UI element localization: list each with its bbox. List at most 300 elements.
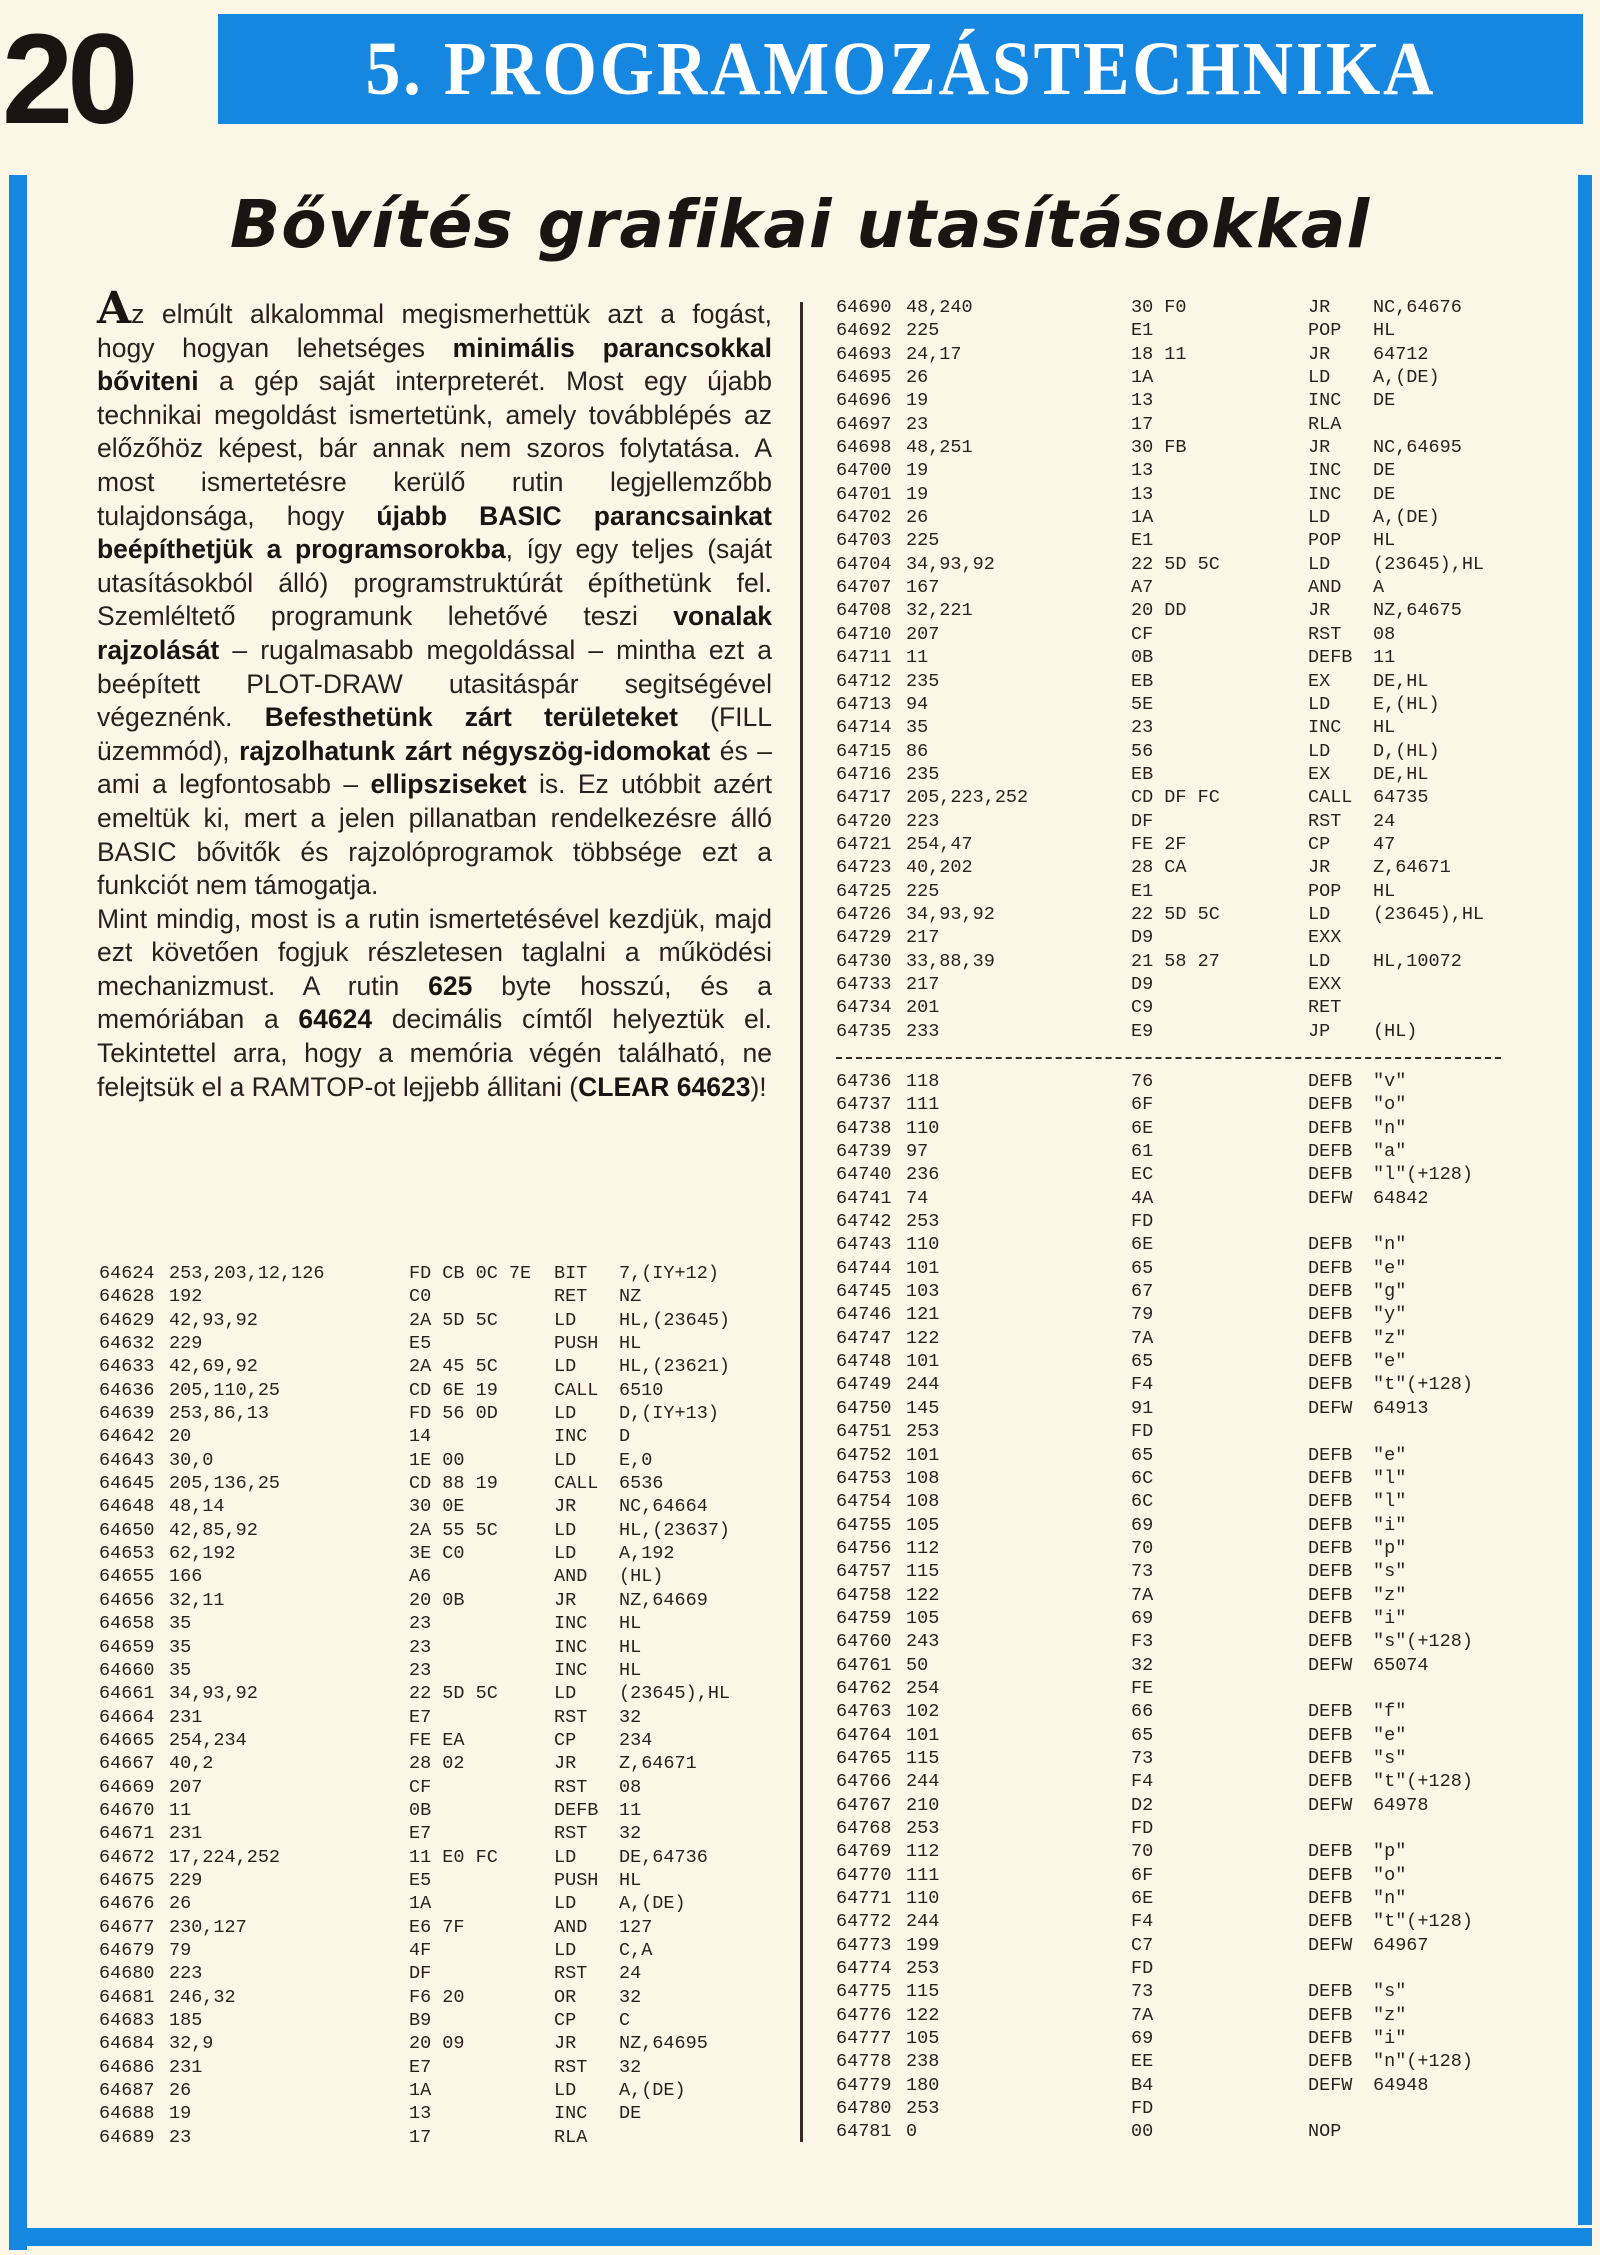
listing-hex-bytes: 23	[409, 1613, 432, 1635]
listing-mnemonic: DEFW	[1308, 1187, 1353, 1209]
listing-decimal-bytes: 229	[169, 1333, 203, 1355]
listing-decimal-bytes: 207	[169, 1776, 203, 1798]
listing-hex-bytes: 7A	[1131, 1327, 1154, 1349]
listing-operand: NZ,64695	[619, 2033, 708, 2055]
listing-address: 64742	[836, 1211, 892, 1233]
listing-address: 64708	[836, 600, 892, 622]
listing-hex-bytes: 70	[1131, 1841, 1154, 1863]
listing-mnemonic: RLA	[554, 2126, 588, 2148]
listing-operand: DE,HL	[1373, 670, 1429, 692]
listing-decimal-bytes: 101	[906, 1724, 940, 1746]
listing-operand: 11	[619, 1799, 642, 1821]
listing-operand: (HL)	[619, 1566, 664, 1588]
listing-mnemonic: DEFB	[1308, 1351, 1353, 1373]
listing-decimal-bytes: 112	[906, 1841, 940, 1863]
listing-operand: "t"(+128)	[1373, 1374, 1473, 1396]
intro-paragraph-1	[97, 283, 772, 903]
listing-address: 64721	[836, 833, 892, 855]
listing-mnemonic: NOP	[1308, 2121, 1342, 2143]
listing-hex-bytes: 1A	[409, 1893, 432, 1915]
listing-hex-bytes: 4A	[1131, 1187, 1154, 1209]
listing-decimal-bytes: 35	[906, 717, 929, 739]
listing-mnemonic: CP	[554, 2010, 577, 2031]
listing-decimal-bytes: 244	[906, 1374, 940, 1396]
listing-operand: 32	[619, 1706, 642, 1728]
listing-address: 64713	[836, 693, 892, 715]
listing-hex-bytes: E5	[409, 1333, 432, 1355]
listing-decimal-bytes: 32,9	[169, 2033, 214, 2055]
listing-operand: (23645),HL	[1373, 553, 1485, 575]
listing-decimal-bytes: 86	[906, 740, 929, 762]
listing-address: 64739	[836, 1141, 892, 1163]
listing-hex-bytes: 79	[1131, 1304, 1154, 1326]
listing-operand: NZ,64669	[619, 1589, 708, 1611]
listing-operand: HL	[619, 1869, 642, 1891]
listing-operand: "i"	[1373, 1607, 1407, 1629]
listing-mnemonic: LD	[554, 1356, 577, 1378]
listing-hex-bytes: 20 09	[409, 2033, 465, 2055]
listing-hex-bytes: 23	[409, 1636, 432, 1658]
listing-hex-bytes: A7	[1131, 577, 1154, 599]
listing-decimal-bytes: 217	[906, 927, 940, 949]
listing-decimal-bytes: 19	[906, 483, 929, 505]
listing-hex-bytes: 1A	[409, 2080, 432, 2102]
listing-decimal-bytes: 253	[906, 1211, 940, 1233]
listing-hex-bytes: FD	[1131, 1818, 1154, 1839]
listing-mnemonic: RST	[554, 1706, 588, 1728]
body-text: Mint mindig, most is a rutin ismertetésével kezdjük, majd ezt követően fogjuk részletesen taglalni a működési mechanizmust. A rutin	[97, 903, 772, 1001]
listing-decimal-bytes: 35	[169, 1636, 192, 1658]
listing-mnemonic: DEFB	[1308, 1164, 1353, 1186]
listing-address: 64737	[836, 1094, 892, 1116]
listing-operand: 64967	[1373, 1934, 1429, 1956]
listing-mnemonic: RST	[554, 1963, 588, 1985]
listing-address: 64675	[99, 1869, 155, 1891]
listing-address: 64717	[836, 787, 892, 809]
listing-hex-bytes: FD	[1131, 2098, 1154, 2120]
listing-address: 64643	[99, 1449, 155, 1471]
listing-address: 64773	[836, 1934, 892, 1956]
listing-operand: HL	[1373, 717, 1396, 739]
listing-hex-bytes: 56	[1131, 740, 1154, 762]
listing-address: 64767	[836, 1794, 892, 1816]
listing-operand: 24	[619, 1963, 642, 1985]
listing-mnemonic: DEFW	[1308, 1934, 1353, 1956]
listing-operand: "l"(+128)	[1373, 1164, 1473, 1186]
listing-decimal-bytes: 231	[169, 1823, 203, 1845]
listing-address: 64683	[99, 2010, 155, 2031]
listing-decimal-bytes: 201	[906, 997, 940, 1019]
listing-hex-bytes: EB	[1131, 763, 1154, 785]
listing-operand: A,(DE)	[619, 1893, 686, 1915]
listing-address: 64753	[836, 1467, 892, 1489]
listing-mnemonic: RST	[554, 1823, 588, 1845]
listing-address: 64689	[99, 2126, 155, 2148]
listing-operand: HL	[619, 1333, 642, 1355]
listing-operand: 64948	[1373, 2074, 1429, 2096]
listing-hex-bytes: 28 02	[409, 1753, 465, 1775]
listing-address: 64744	[836, 1257, 892, 1279]
listing-mnemonic: RST	[554, 2056, 588, 2078]
listing-address: 64779	[836, 2074, 892, 2096]
listing-mnemonic: JR	[554, 1589, 577, 1611]
listing-decimal-bytes: 115	[906, 1981, 940, 2003]
listing-hex-bytes: 6C	[1131, 1467, 1154, 1489]
listing-decimal-bytes: 34,93,92	[169, 1683, 258, 1705]
page-number: 20	[2, 8, 133, 151]
listing-operand: "v"	[1373, 1071, 1407, 1092]
listing-address: 64781	[836, 2121, 892, 2143]
listing-decimal-bytes: 23	[169, 2126, 192, 2148]
listing-address: 64665	[99, 1729, 155, 1751]
listing-mnemonic: DEFW	[1308, 2074, 1353, 2096]
listing-hex-bytes: FD CB 0C 7E	[409, 1263, 532, 1284]
listing-hex-bytes: FD	[1131, 1958, 1154, 1980]
listing-mnemonic: RST	[1308, 623, 1342, 645]
listing-hex-bytes: 76	[1131, 1071, 1154, 1092]
listing-address: 64645	[99, 1473, 155, 1495]
listing-address: 64697	[836, 413, 892, 435]
listing-operand: HL	[1373, 320, 1396, 342]
listing-hex-bytes: 65	[1131, 1724, 1154, 1746]
listing-mnemonic: CALL	[554, 1473, 599, 1495]
listing-hex-bytes: 23	[409, 1659, 432, 1681]
listing-mnemonic: DEFB	[1308, 1444, 1353, 1466]
listing-decimal-bytes: 180	[906, 2074, 940, 2096]
listing-mnemonic: DEFB	[1308, 2051, 1353, 2073]
listing-mnemonic: DEFB	[1308, 1491, 1353, 1513]
column-divider	[800, 302, 803, 2142]
listing-decimal-bytes: 244	[906, 1911, 940, 1933]
listing-decimal-bytes: 34,93,92	[906, 903, 995, 925]
listing-mnemonic: DEFB	[1308, 1584, 1353, 1606]
listing-operand: 11	[1373, 647, 1396, 669]
listing-mnemonic: LD	[554, 1543, 577, 1565]
listing-mnemonic: LD	[554, 1309, 577, 1331]
listing-mnemonic: INC	[554, 2103, 588, 2125]
listing-address: 64746	[836, 1304, 892, 1326]
listing-hex-bytes: 69	[1131, 2028, 1154, 2050]
listing-address: 64772	[836, 1911, 892, 1933]
listing-mnemonic: LD	[554, 1403, 577, 1425]
listing-decimal-bytes: 11	[906, 647, 929, 669]
listing-operand: C,A	[619, 1939, 653, 1961]
listing-decimal-bytes: 101	[906, 1351, 940, 1373]
listing-mnemonic: JR	[554, 1753, 577, 1775]
listing-address: 64726	[836, 903, 892, 925]
listing-hex-bytes: 2A 5D 5C	[409, 1309, 498, 1331]
listing-address: 64686	[99, 2056, 155, 2078]
listing-hex-bytes: DF	[409, 1963, 432, 1985]
listing-hex-bytes: 73	[1131, 1981, 1154, 2003]
listing-operand: "l"	[1373, 1491, 1407, 1513]
listing-decimal-bytes: 48,251	[906, 437, 973, 459]
listing-hex-bytes: 7A	[1131, 2004, 1154, 2026]
listing-decimal-bytes: 48,240	[906, 297, 973, 318]
listing-decimal-bytes: 32,11	[169, 1589, 225, 1611]
listing-hex-bytes: 0B	[409, 1799, 432, 1821]
listing-mnemonic: INC	[1308, 483, 1342, 505]
listing-decimal-bytes: 253	[906, 1421, 940, 1443]
body-text: is. Ez utóbbit azért emeltük ki, mert a jelen pillanatban rendelkezésre álló BASIC bővitők és rajzolóprogramok többsége ezt a funkciót nem támogatja.	[97, 769, 772, 901]
listing-hex-bytes: 13	[1131, 460, 1154, 482]
listing-address: 64688	[99, 2103, 155, 2125]
listing-mnemonic: DEFW	[1308, 1794, 1353, 1816]
listing-mnemonic: DEFB	[1308, 1537, 1353, 1559]
listing-operand: "t"(+128)	[1373, 1911, 1473, 1933]
listing-decimal-bytes: 115	[906, 1561, 940, 1583]
listing-hex-bytes: 13	[1131, 390, 1154, 412]
listing-address: 64774	[836, 1958, 892, 1980]
listing-hex-bytes: 28 CA	[1131, 857, 1187, 879]
listing-address: 64660	[99, 1659, 155, 1681]
body-text: , így egy teljes (saját utasításokból álló) programstruktúrát építhetünk fel. Szemléltető programunk lehetővé teszi	[97, 534, 772, 632]
listing-operand: "p"	[1373, 1841, 1407, 1863]
listing-hex-bytes: 1A	[1131, 367, 1154, 389]
listing-mnemonic: DEFB	[1308, 1281, 1353, 1303]
listing-decimal-bytes: 24,17	[906, 343, 962, 365]
listing-decimal-bytes: 62,192	[169, 1543, 236, 1565]
listing-mnemonic: LD	[554, 1683, 577, 1705]
listing-mnemonic: DEFB	[1308, 1094, 1353, 1116]
listing-mnemonic: DEFB	[1308, 1304, 1353, 1326]
listing-address: 64676	[99, 1893, 155, 1915]
emphasis-text: Befesthetünk zárt területeket	[264, 702, 678, 733]
listing-mnemonic: INC	[1308, 717, 1342, 739]
listing-hex-bytes: E7	[409, 1823, 432, 1845]
listing-hex-bytes: C7	[1131, 1934, 1154, 1956]
listing-hex-bytes: 22 5D 5C	[1131, 903, 1220, 925]
frame-border-bottom	[9, 2228, 1592, 2246]
listing-address: 64766	[836, 1771, 892, 1793]
listing-decimal-bytes: 253	[906, 1958, 940, 1980]
listing-mnemonic: PUSH	[554, 1333, 599, 1355]
listing-mnemonic: DEFB	[1308, 1607, 1353, 1629]
listing-address: 64777	[836, 2028, 892, 2050]
listing-operand: 64712	[1373, 343, 1429, 365]
listing-operand: "z"	[1373, 1584, 1407, 1606]
listing-operand: HL,(23645)	[619, 1309, 731, 1331]
listing-mnemonic: LD	[554, 1846, 577, 1868]
listing-address: 64745	[836, 1281, 892, 1303]
listing-address: 64734	[836, 997, 892, 1019]
listing-operand: "s"(+128)	[1373, 1631, 1473, 1653]
listing-address: 64715	[836, 740, 892, 762]
listing-mnemonic: DEFB	[1308, 1841, 1353, 1863]
listing-address: 64756	[836, 1537, 892, 1559]
listing-mnemonic: LD	[1308, 950, 1331, 972]
listing-address: 64690	[836, 297, 892, 318]
listing-address: 64681	[99, 1986, 155, 2008]
article-title: Bővítés grafikai utasításokkal	[229, 186, 1371, 263]
listing-decimal-bytes: 42,69,92	[169, 1356, 258, 1378]
listing-operand: "e"	[1373, 1444, 1407, 1466]
listing-address: 64764	[836, 1724, 892, 1746]
listing-operand: 64735	[1373, 787, 1429, 809]
listing-hex-bytes: 22 5D 5C	[1131, 553, 1220, 575]
emphasis-text: újabb BASIC parancsainkat beépíthetjük a programsorokba	[97, 500, 772, 565]
listing-operand: "o"	[1373, 1094, 1407, 1116]
listing-hex-bytes: FE 2F	[1131, 833, 1187, 855]
listing-mnemonic: DEFB	[1308, 1724, 1353, 1746]
listing-mnemonic: DEFB	[1308, 1561, 1353, 1583]
listing-decimal-bytes: 111	[906, 1864, 940, 1886]
listing-hex-bytes: FE	[1131, 1677, 1154, 1699]
listing-decimal-bytes: 19	[906, 390, 929, 412]
listing-address: 64670	[99, 1799, 155, 1821]
body-text: a gép saját interpreterét. Most egy újabb technikai megoldást ismertetünk, amely továbblépés az előzőhöz képest, bár annak nem szoros folytatása. A most ismertetésre kerülő rutin legjellemzőbb tulajdonsága, hogy	[97, 366, 772, 531]
listing-operand: A	[1373, 577, 1385, 599]
listing-decimal-bytes: 26	[906, 507, 929, 529]
listing-decimal-bytes: 79	[169, 1939, 192, 1961]
listing-operand: "e"	[1373, 1724, 1407, 1746]
listing-address: 64712	[836, 670, 892, 692]
listing-mnemonic: DEFB	[1308, 2004, 1353, 2026]
listing-address: 64757	[836, 1561, 892, 1583]
listing-decimal-bytes: 32,221	[906, 600, 973, 622]
listing-hex-bytes: CD 6E 19	[409, 1379, 498, 1401]
listing-mnemonic: DEFB	[1308, 1701, 1353, 1723]
body-text: z elmúlt alkalommal megismerhettük azt a fogást, hogy hogyan lehetséges	[97, 299, 772, 363]
listing-mnemonic: DEFB	[1308, 2028, 1353, 2050]
listing-address: 64696	[836, 390, 892, 412]
listing-mnemonic: EXX	[1308, 927, 1342, 949]
listing-decimal-bytes: 145	[906, 1397, 940, 1419]
listing-operand: 32	[619, 2056, 642, 2078]
listing-decimal-bytes: 101	[906, 1444, 940, 1466]
listing-operand: DE,64736	[619, 1846, 708, 1868]
listing-hex-bytes: D9	[1131, 927, 1154, 949]
listing-hex-bytes: CF	[1131, 623, 1154, 645]
listing-address: 64707	[836, 577, 892, 599]
listing-decimal-bytes: 19	[169, 2103, 192, 2125]
listing-hex-bytes: 14	[409, 1426, 432, 1448]
listing-operand: "y"	[1373, 1304, 1407, 1326]
listing-decimal-bytes: 112	[906, 1537, 940, 1559]
listing-hex-bytes: 22 5D 5C	[409, 1683, 498, 1705]
listing-address: 64749	[836, 1374, 892, 1396]
listing-decimal-bytes: 110	[906, 1888, 940, 1910]
listing-address: 64750	[836, 1397, 892, 1419]
listing-hex-bytes: 66	[1131, 1701, 1154, 1723]
listing-address: 64752	[836, 1444, 892, 1466]
listing-mnemonic: EX	[1308, 670, 1331, 692]
listing-address: 64741	[836, 1187, 892, 1209]
listing-decimal-bytes: 110	[906, 1234, 940, 1256]
listing-decimal-bytes: 205,136,25	[169, 1473, 281, 1495]
listing-hex-bytes: 17	[1131, 413, 1154, 435]
listing-address: 64711	[836, 647, 892, 669]
listing-mnemonic: DEFB	[1308, 1257, 1353, 1279]
listing-operand: (23645),HL	[619, 1683, 731, 1705]
listing-mnemonic: LD	[554, 1939, 577, 1961]
listing-operand: "i"	[1373, 2028, 1407, 2050]
listing-decimal-bytes: 243	[906, 1631, 940, 1653]
listing-operand: "z"	[1373, 2004, 1407, 2026]
listing-address: 64664	[99, 1706, 155, 1728]
listing-decimal-bytes: 225	[906, 320, 940, 342]
listing-hex-bytes: 65	[1131, 1351, 1154, 1373]
listing-address: 64738	[836, 1117, 892, 1139]
listing-decimal-bytes: 42,85,92	[169, 1519, 258, 1541]
listing-hex-bytes: 30 FB	[1131, 437, 1187, 459]
listing-operand: 08	[619, 1776, 642, 1798]
listing-address: 64653	[99, 1543, 155, 1565]
listing-decimal-bytes: 50	[906, 1654, 929, 1676]
emphasis-text: 625	[428, 970, 473, 1001]
body-text: )!	[750, 1071, 767, 1102]
listing-operand: A,(DE)	[1373, 507, 1440, 529]
listing-operand: HL	[619, 1659, 642, 1681]
listing-decimal-bytes: 225	[906, 880, 940, 902]
listing-decimal-bytes: 115	[906, 1747, 940, 1769]
listing-hex-bytes: CF	[409, 1776, 432, 1798]
listing-address: 64624	[99, 1263, 155, 1284]
listing-hex-bytes: 17	[409, 2126, 432, 2148]
listing-decimal-bytes: 230,127	[169, 1916, 247, 1938]
listing-decimal-bytes: 254	[906, 1677, 940, 1699]
listing-hex-bytes: 7A	[1131, 1584, 1154, 1606]
listing-decimal-bytes: 94	[906, 693, 929, 715]
listing-address: 64703	[836, 530, 892, 552]
body-text: és – ami a legfontosabb –	[97, 735, 772, 800]
listing-hex-bytes: A6	[409, 1566, 432, 1588]
listing-hex-bytes: 6C	[1131, 1491, 1154, 1513]
listing-address: 64776	[836, 2004, 892, 2026]
listing-mnemonic: DEFB	[1308, 1514, 1353, 1536]
listing-decimal-bytes: 121	[906, 1304, 940, 1326]
listing-mnemonic: POP	[1308, 320, 1342, 342]
listing-mnemonic: RET	[1308, 997, 1342, 1019]
listing-hex-bytes: E1	[1131, 880, 1154, 902]
listing-mnemonic: LD	[1308, 903, 1331, 925]
listing-decimal-bytes: 235	[906, 670, 940, 692]
body-text: – rugalmasabb megoldással – mintha ezt a beépített PLOT-DRAW utasitáspár segitségével végeznénk.	[97, 634, 772, 733]
listing-operand: DE	[1373, 483, 1396, 505]
listing-decimal-bytes: 225	[906, 530, 940, 552]
listing-decimal-bytes: 229	[169, 1869, 203, 1891]
listing-decimal-bytes: 42,93,92	[169, 1309, 258, 1331]
listing-decimal-bytes: 17,224,252	[169, 1846, 281, 1868]
frame-border-left	[9, 175, 27, 2250]
listing-address: 64698	[836, 437, 892, 459]
listing-hex-bytes: 30 F0	[1131, 297, 1187, 318]
listing-operand: HL	[619, 1613, 642, 1635]
frame-border-right	[1578, 175, 1592, 2225]
listing-operand: D,(HL)	[1373, 740, 1440, 762]
listing-address: 64758	[836, 1584, 892, 1606]
listing-operand: 32	[619, 1986, 642, 2008]
listing-decimal-bytes: 26	[906, 367, 929, 389]
listing-operand: 65074	[1373, 1654, 1429, 1676]
listing-address: 64704	[836, 553, 892, 575]
listing-address: 64778	[836, 2051, 892, 2073]
listing-address: 64775	[836, 1981, 892, 2003]
listing-operand: NC,64695	[1373, 437, 1462, 459]
listing-address: 64695	[836, 367, 892, 389]
listing-hex-bytes: E9	[1131, 1020, 1154, 1042]
listing-mnemonic: DEFW	[1308, 1397, 1353, 1419]
article-intro	[97, 283, 773, 1104]
listing-mnemonic: DEFB	[1308, 1467, 1353, 1489]
listing-hex-bytes: 4F	[409, 1939, 432, 1961]
listing-decimal-bytes: 40,202	[906, 857, 973, 879]
listing-decimal-bytes: 167	[906, 577, 940, 599]
listing-mnemonic: JR	[1308, 343, 1331, 365]
listing-decimal-bytes: 254,47	[906, 833, 973, 855]
listing-mnemonic: AND	[1308, 577, 1342, 599]
listing-mnemonic: DEFB	[1308, 1771, 1353, 1793]
